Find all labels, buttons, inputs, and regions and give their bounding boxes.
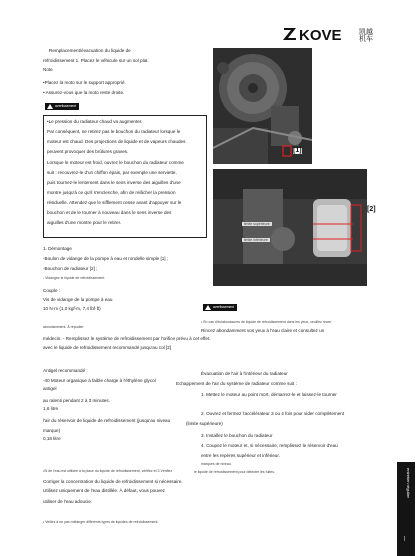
warning-box [43,115,207,238]
warning-line: Lorsque le moteur est froid, ouvrez le bouchon du radiateur comme [47,160,184,165]
radiator-cap-text: -Bouchon de radiateur [2] ; [43,266,98,271]
warning-line: bouchon et de le tourner à nouveau dans le sens inverse des [47,210,172,215]
antifreeze-title: Antigel recommandé : [43,368,88,373]
air-bleed-intro: Echappement de l'air du système de radiateur comme suit : [176,381,297,386]
warning-line: peuvent provoquer des brûlures graves. [47,149,129,154]
leak-check: le liquide de refroidissement pour détecter les fuites. [194,470,275,474]
section-tab [397,462,415,556]
eye-warning: Rincez abondamment vos yeux à l'eau claire et consultez un [201,328,325,333]
level-marks: marques de niveau. [201,462,232,466]
section-title-line1: Remplacement/évacuation du liquide de [49,48,131,53]
warning-line: moteur est chaud. Des projections de liquide et de vapeurs chaudes [47,139,186,144]
air-bleed-title: Évacuation de l'air à l'intérieur du radiateur [201,371,288,376]
brand-logo [282,26,390,42]
refill-text: médecin. - Remplissez le système de refroidissement par l'orifice prévu à cet effet. [43,336,211,341]
warning-line: Par conséquent, ne retirez pas le bouchon du radiateur lorsque le [47,129,181,134]
warning-line: puis tournez-le lentement dans le sens inverse des aiguilles d'une [47,180,181,185]
correct-concentration: Corriger la concentration du liquide de refroidissement si nécessaire. [43,479,183,484]
abondamment-text: abondamment. À répudier [43,325,84,329]
warning-line: •Le pression du radiateur chaud va augmenter. [47,119,143,124]
warning-line: aiguilles d'une montre pour le retirer. [47,220,122,225]
step-3: 3. Installez le bouchon du radiateur [201,433,273,438]
section-tab-marker: | [404,536,406,542]
torque-value: 10 N·m (1,0 kgf·m, 7,4 lbf·ft) [43,306,101,311]
eye-warning-small: • En cas d'éclaboussures de liquide de refroidissement dans les yeux, veuillez rincer [201,320,332,324]
brand-name: KOVE [299,27,342,42]
antifreeze-line-6: marque) [43,428,61,433]
warning-icon [47,104,53,109]
warning-badge-label: avertissement [55,104,77,108]
brand-cn-2: 机车 [359,35,373,42]
soft-water: utiliser de l'eau adoucie. [43,499,93,504]
callout-1: [1] [293,147,302,154]
note-1: •Placez la moto sur le support approprié. [43,80,126,85]
torque-label: Couple : [43,288,61,293]
refill-text-2: avec le liquide de refroidissement recommandé jusqu'au col [2] [43,345,172,350]
step-2: 2. Ouvrez et fermez l'accélérateur 3 ou 4 fois pour vider complètement [201,411,345,416]
warning-badge [45,103,79,110]
section-title-line2: refroidissement 1. Placez le véhicule sur un sol plat. [43,58,149,63]
lower-limit-label: limite inférieure [244,238,268,242]
antifreeze-line-3: au ralenti pendant 2 à 3 minutes. [43,398,110,403]
antifreeze-line-7: 0,18 litre [43,436,61,441]
drain-bolt-text: -Boulon de vidange de la pompe à eau et rondelle simple [1] ; [43,256,169,261]
water-small-note: •Si de l'eau est utilisée à la place du liquide de refroidissement, vérifiez et 3.Vérifiez [43,469,173,473]
demontage-heading: 1. Démontage [43,246,72,251]
warning-badge-label: avertissement [213,305,235,309]
section-tab-label: entretien régulier [406,468,411,499]
callout-2: [2] [367,206,376,213]
reservoir-photo [213,169,367,286]
note-2: • Assurez-vous que la moto reste droite. [43,90,125,95]
warning-line: montre jusqu'à ce qu'il s'enclenche, afin de relâcher la pression [47,190,176,195]
warning-icon [205,305,211,310]
warning-badge-2 [203,304,237,311]
warning-line: suit : recouvrez-le d'un chiffon épais, par exemple une serviette, [47,170,177,175]
step-1: 1. Mettez le moteur au point mort, démarrez-le et laissez-le tourner [201,392,337,397]
warning-line: résiduelle. Attendez que le sifflement cesse avant d'appuyer sur le [47,200,182,205]
antifreeze-line-2: antigel [43,386,57,391]
distilled-water: Utilisez uniquement de l'eau distillée. À défaut, vous pouvez [43,488,165,493]
footer-note: • Veillez à ne pas mélanger différents types de liquides de refroidissement. [43,520,159,524]
step-4: 4. Coupez le moteur et, si nécessaire, remplissez le réservoir d'eau [201,443,338,448]
antifreeze-line-5: l'air du réservoir de liquide de refroidissement (jusqu'au niveau [43,418,171,423]
note-label: Note [43,67,53,72]
upper-limit-label: limite supérieure [244,222,270,226]
drain-small-note: - Vidangez le liquide de refroidissement. [43,276,106,280]
step-2b: (limite supérieure) [186,421,223,426]
antifreeze-line-4: 1,6 litre [43,406,59,411]
torque-item: Vis de vidange de la pompe à eau [43,297,113,302]
step-4b: entre les repères supérieur et inférieur. [201,453,280,458]
antifreeze-line-1: -40 Moteur organique à faible charge à l'éthylène glycol [43,378,156,383]
brand-cn: 凯越 [359,28,373,36]
